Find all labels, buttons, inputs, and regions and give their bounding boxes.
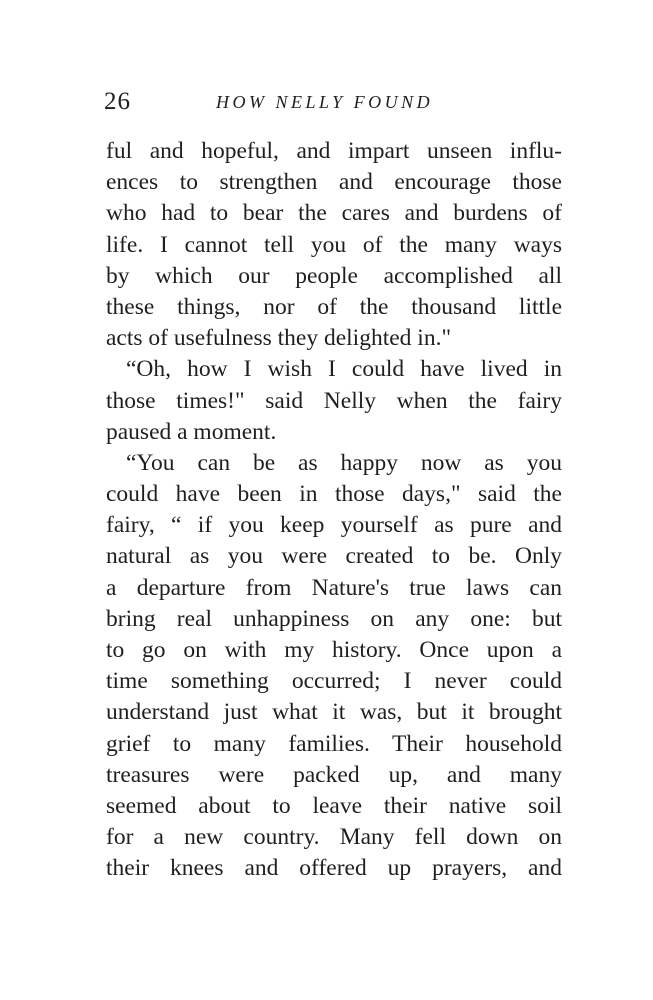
text-line: fairy, “ if you keep yourself as pure and (106, 512, 562, 539)
text-line: could have been in those days," said the (106, 481, 562, 508)
text-line: “You can be as happy now as you (126, 449, 562, 476)
text-line: time something occurred; I never could (106, 668, 562, 695)
text-line: these things, nor of the thousand little (106, 293, 562, 320)
text-line: bring real unhappiness on any one: but (106, 605, 562, 632)
text-line: for a new country. Many fell down on (106, 824, 562, 851)
text-line: acts of usefulness they delighted in." (106, 325, 452, 352)
text-line: natural as you were created to be. Only (106, 543, 562, 570)
text-line: paused a moment. (106, 418, 277, 445)
body-text (106, 136, 562, 885)
page-number: 26 (104, 88, 131, 115)
running-head (104, 86, 564, 118)
text-line: treasures were packed up, and many (106, 761, 562, 788)
text-line: understand just what it was, but it brought (106, 699, 562, 726)
running-title: HOW NELLY FOUND (216, 92, 434, 112)
text-line: ful and hopeful, and impart unseen influ- (106, 138, 562, 164)
text-line: grief to many families. Their household (106, 730, 562, 757)
text-line: life. I cannot tell you of the many ways (106, 231, 562, 258)
text-line: by which our people accomplished all (106, 262, 562, 289)
text-line: a departure from Nature's true laws can (106, 574, 562, 601)
text-line: those times!" said Nelly when the fairy (106, 387, 562, 414)
text-line: ences to strengthen and encourage those (106, 169, 562, 196)
text-line: their knees and offered up prayers, and (106, 855, 562, 882)
text-line: “Oh, how I wish I could have lived in (126, 356, 562, 383)
text-line: who had to bear the cares and burdens of (106, 200, 562, 227)
text-line: seemed about to leave their native soil (106, 792, 562, 819)
text-line: to go on with my history. Once upon a (106, 637, 562, 663)
